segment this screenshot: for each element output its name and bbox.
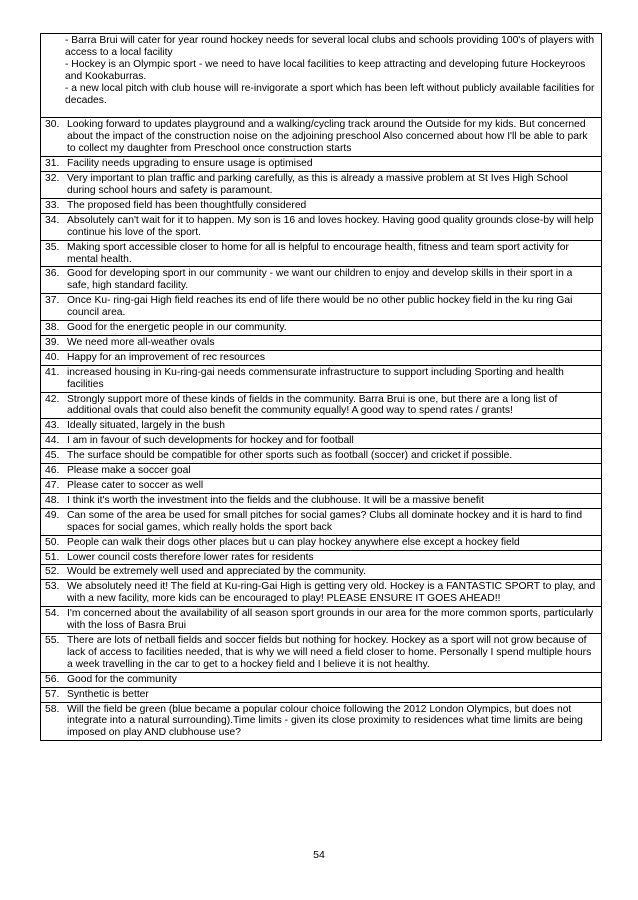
comment-text: The surface should be compatible for other sports such as football (soccer) and cricket if possible. <box>67 450 513 462</box>
comment <box>45 537 597 549</box>
comment-cell <box>41 365 602 392</box>
comment-number: 50. <box>45 536 60 548</box>
comment-text: Very important to plan traffic and parking carefully, as this is already a massive problem at St Ives High School during school hours and safety is paramount. <box>67 173 568 196</box>
comment-cell <box>41 479 602 494</box>
table-row <box>41 365 602 392</box>
table-row <box>41 580 602 607</box>
comment-number: 31. <box>45 158 60 170</box>
table-row <box>41 172 602 199</box>
comment <box>45 552 597 564</box>
comment <box>45 337 597 349</box>
comment-number: 32. <box>45 173 60 185</box>
comment <box>45 268 597 292</box>
comment-cell <box>41 321 602 336</box>
comment-cell <box>41 702 602 741</box>
comment-number: 54. <box>45 608 60 620</box>
comment-number: 37. <box>45 295 60 307</box>
comment-number: 38. <box>45 322 60 334</box>
intro-line: - a new local pitch with club house will re-invigorate a sport which has been left without publicly available facilities for decades. <box>65 82 595 106</box>
comment-cell <box>41 392 602 419</box>
comment-text: There are lots of netball fields and soccer fields but nothing for hockey. Hockey as a sport will not grow because of lack of access to facilities needed, that is why we will need a field closer to home. Personally I spend multiple hours a week travelling in the car to get to a hockey field and I believe it is not healthy. <box>67 634 592 670</box>
comment-number: 58. <box>45 703 60 715</box>
table-row <box>41 267 602 294</box>
comment <box>45 495 597 507</box>
comment-cell <box>41 157 602 172</box>
comment-number: 30. <box>45 119 60 131</box>
comment <box>45 480 597 492</box>
table-row <box>41 672 602 687</box>
comment-text: I think it's worth the investment into the fields and the clubhouse. It will be a massive benefit <box>67 494 484 506</box>
comment-cell <box>41 449 602 464</box>
comment-text: The proposed field has been thoughtfully considered <box>67 199 307 211</box>
comment-number: 48. <box>45 494 60 506</box>
comment <box>45 566 597 578</box>
comment-text: Would be extremely well used and appreciated by the community. <box>67 566 366 578</box>
comment <box>45 465 597 477</box>
comment-number: 40. <box>45 351 60 363</box>
comment-cell <box>41 607 602 634</box>
comment <box>45 352 597 364</box>
comment-number: 57. <box>45 688 60 700</box>
comment-text: Making sport accessible closer to home for all is helpful to encourage health, fitness and team sport activity for mental health. <box>67 241 569 265</box>
comment-cell <box>41 118 602 157</box>
comment-text: Good for developing sport in our community - we want our children to enjoy and develop skills in their sport in a safe, high standard facility. <box>67 268 573 292</box>
comment <box>45 394 597 418</box>
comment <box>45 420 597 432</box>
table-row <box>41 419 602 434</box>
table-row <box>41 535 602 550</box>
comment <box>45 435 597 447</box>
comment-number: 52. <box>45 566 60 578</box>
comment-text: Looking forward to updates playground and a walking/cycling track around the Outside for my kids. But concerned about the impact of the construction noise on the adjoining preschool Also concerned about how I'll be able to park to collect my daughter from Preschool once construction starts <box>67 119 588 155</box>
table-row <box>41 157 602 172</box>
comment-text: I'm concerned about the availability of all season sport grounds in our area for the more common sports, particularly with the loss of Basra Brui <box>67 608 594 632</box>
table-row <box>41 607 602 634</box>
comment-text: Please make a soccer goal <box>67 465 191 477</box>
comment-number: 49. <box>45 509 60 521</box>
table-row <box>41 449 602 464</box>
comment-number: 43. <box>45 420 60 432</box>
comment-cell <box>41 172 602 199</box>
comment-cell <box>41 419 602 434</box>
table-row <box>41 687 602 702</box>
table-row <box>41 335 602 350</box>
comment <box>45 608 597 632</box>
comment-number: 56. <box>45 673 60 685</box>
comment-number: 44. <box>45 435 60 447</box>
comment-cell <box>41 580 602 607</box>
comment <box>45 173 597 197</box>
comment-text: Absolutely can't wait for it to happen. My son is 16 and loves hockey. Having good quality grounds close-by will help continue his love of the sport. <box>67 214 594 238</box>
table-row <box>41 213 602 240</box>
feedback-table <box>40 33 602 741</box>
comment-cell <box>41 335 602 350</box>
table-row <box>41 434 602 449</box>
comment-cell <box>41 464 602 479</box>
comment <box>45 450 597 462</box>
comment-number: 45. <box>45 450 60 462</box>
comment-number: 42. <box>45 393 60 405</box>
comment-text: Can some of the area be used for small pitches for social games? Clubs all dominate hockey and it is hard to find spaces for social games, which really holds the sport back <box>67 509 583 533</box>
comment-cell <box>41 434 602 449</box>
table-row <box>41 34 602 118</box>
intro-line: - Hockey is an Olympic sport - we need to have local facilities to keep attracting and developing future Hockeyroos and Kookaburras. <box>65 58 586 82</box>
page-number: 54 <box>313 849 325 861</box>
comment <box>45 635 597 671</box>
table-row <box>41 198 602 213</box>
comment-number: 51. <box>45 551 60 563</box>
comment-cell <box>41 267 602 294</box>
comment <box>45 200 597 212</box>
comment <box>45 689 597 701</box>
comment <box>45 581 597 605</box>
table-row <box>41 508 602 535</box>
comment-number: 53. <box>45 581 60 593</box>
comment-number: 55. <box>45 634 60 646</box>
comment <box>45 367 597 391</box>
comment <box>45 119 597 155</box>
comment <box>45 158 597 170</box>
table-row <box>41 350 602 365</box>
comment-text: I am in favour of such developments for hockey and for football <box>67 435 354 447</box>
comment-text: increased housing in Ku-ring-gai needs commensurate infrastructure to support including Sporting and health facilities <box>67 366 564 390</box>
comment <box>45 704 597 740</box>
table-row <box>41 464 602 479</box>
comment <box>45 322 597 334</box>
comment-number: 46. <box>45 465 60 477</box>
comment-text: Lower council costs therefore lower rates for residents <box>67 551 314 563</box>
comment-number: 47. <box>45 480 60 491</box>
comment-number: 34. <box>45 214 60 226</box>
comment-number: 36. <box>45 268 60 280</box>
comment-cell <box>41 294 602 321</box>
table-row <box>41 479 602 494</box>
comment-text: Strongly support more of these kinds of fields in the community. Barra Brui is one, but there are a long list of additional ovals that could also benefit the community equally! A good way to spend rates / grants! <box>67 393 558 417</box>
table-row <box>41 702 602 741</box>
comment-cell <box>41 213 602 240</box>
comment-number: 41. <box>45 366 60 378</box>
comment <box>45 242 597 266</box>
table-row <box>41 633 602 672</box>
comment-cell <box>41 198 602 213</box>
comment-cell <box>41 672 602 687</box>
table-row <box>41 321 602 336</box>
comment-text: Once Ku- ring-gai High field reaches its end of life there would be no other public hockey field in the ku ring Gai council area. <box>67 295 573 319</box>
comment-text: Good for the community <box>67 673 177 685</box>
table-row <box>41 392 602 419</box>
comment-number: 33. <box>45 199 60 211</box>
document-page <box>40 33 602 741</box>
cell-spacer <box>45 106 597 116</box>
comment-text: Synthetic is better <box>67 688 149 700</box>
comment-cell <box>41 535 602 550</box>
table-row <box>41 240 602 267</box>
intro-cell <box>41 34 602 118</box>
comment-cell <box>41 633 602 672</box>
intro-line: - Barra Brui will cater for year round hockey needs for several local clubs and schools providing 100's of players with access to a local facility <box>65 35 595 58</box>
comment-text: Please cater to soccer as well <box>67 480 204 491</box>
comment <box>45 295 597 319</box>
comment-text: Good for the energetic people in our community. <box>67 322 287 334</box>
comment-text: Will the field be green (blue became a popular colour choice following the 2012 London Olympics, but does not integrate into a natural surrounding).Time limits - given its close proximity to residences what time limits are being imposed on play AND clubhouse use? <box>67 703 583 739</box>
comment-text: We need more all-weather ovals <box>67 336 215 348</box>
comment-text: People can walk their dogs other places but u can play hockey anywhere else except a hockey field <box>67 536 520 548</box>
table-row <box>41 565 602 580</box>
comment-cell <box>41 687 602 702</box>
comment-text: We absolutely need it! The field at Ku-ring-Gai High is getting very old. Hockey is a FANTASTIC SPORT to play, and with a new facility, more kids can be encouraged to play! PLEASE ENSURE IT GOES AHEAD!! <box>67 581 596 605</box>
comment-cell <box>41 240 602 267</box>
comment-text: Happy for an improvement of rec resources <box>67 351 266 363</box>
comment-cell <box>41 550 602 565</box>
comment-cell <box>41 565 602 580</box>
table-row <box>41 118 602 157</box>
comment-cell <box>41 350 602 365</box>
table-row <box>41 550 602 565</box>
comment-number: 35. <box>45 241 60 253</box>
comment-cell <box>41 493 602 508</box>
table-row <box>41 294 602 321</box>
comment <box>45 510 597 534</box>
table-row <box>41 493 602 508</box>
comment <box>45 674 597 686</box>
comment <box>45 215 597 239</box>
comment-number: 39. <box>45 336 60 348</box>
comment-text: Facility needs upgrading to ensure usage is optimised <box>67 158 313 170</box>
comment-cell <box>41 508 602 535</box>
comment-text: Ideally situated, largely in the bush <box>67 420 225 432</box>
